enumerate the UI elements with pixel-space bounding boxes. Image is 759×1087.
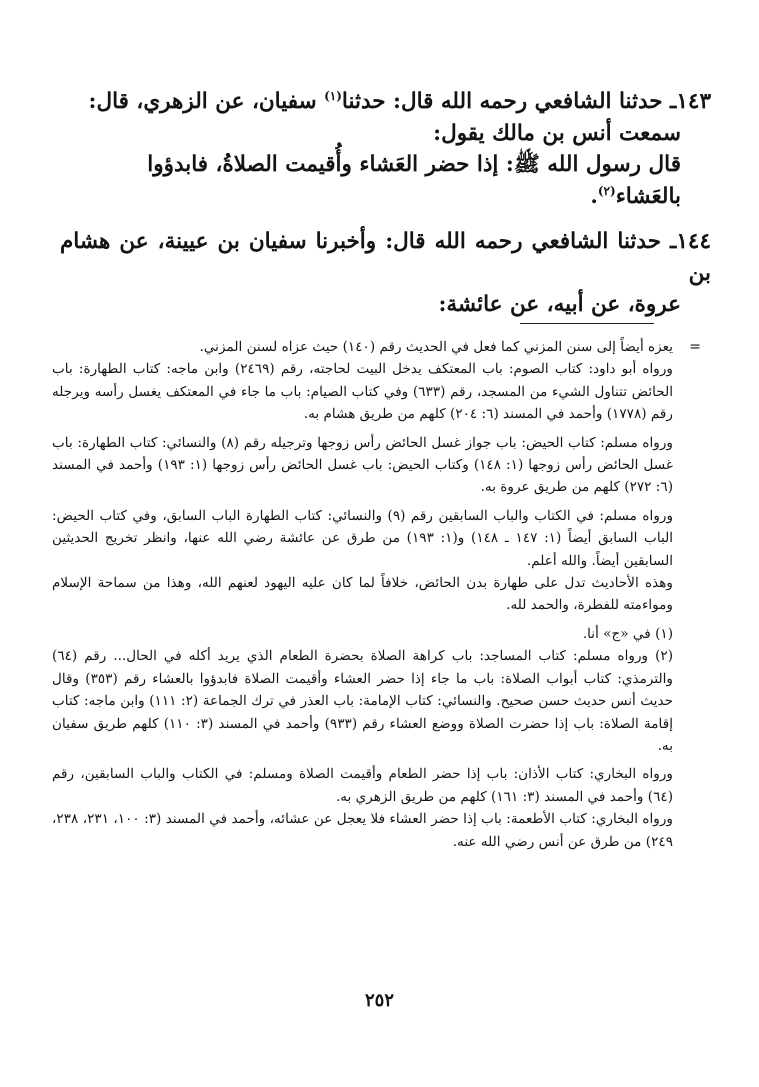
hadith-text: . <box>590 183 598 209</box>
footnotes <box>52 336 701 853</box>
hadith-143-line-1 <box>60 86 711 118</box>
footnote-divider <box>520 323 654 324</box>
footnote-label: (١) <box>655 625 673 642</box>
hadith-143-line-2: سمعت أنس بن مالك يقول: <box>433 120 681 146</box>
hadith-144-line-1 <box>60 226 711 289</box>
hadith-144 <box>60 226 711 321</box>
footnote-paragraph <box>52 623 673 645</box>
footnote-paragraph: ورواه مسلم: في الكتاب والباب السابقين رقم (٩) والنسائي: كتاب الطهارة الباب السابق، وفي كتاب الحيض: الباب السابق أيضاً (١: ١٤٧ ـ ١٤٨) و(١: ١٩٣) من طرق عن عائشة رضي الله عنها، وانظر تخريج الحديثين السابقين أيضاً. والله أعلم. <box>52 507 674 569</box>
hadith-144-line-2: عروة، عن أبيه، عن عائشة: <box>438 292 681 317</box>
hadith-text: ـ حدثنا الشافعي رحمه الله قال: وأخبرنا سفيان بن عيينة، عن هشام بن <box>60 229 711 286</box>
footnote-paragraph: وهذه الأحاديث تدل على طهارة بدن الحائض، خلافاً لما كان عليه اليهود لعنهم الله، وهذا من سماحة الإسلام ومواءمته للفطرة، والحمد لله. <box>52 575 673 614</box>
hadith-text: ـ حدثنا الشافعي رحمه الله قال: حدثنا <box>341 89 677 114</box>
footnote-1 <box>52 623 673 645</box>
footnote-paragraph <box>52 645 673 757</box>
hadith-number: ١٤٤ <box>676 229 711 254</box>
footnote-label: (٢) <box>655 648 673 665</box>
footnote-text: في «ج» أنا. <box>582 625 651 642</box>
hadith-143-line-3: قال رسول الله ﷺ: إذا حضر العَشاء وأُقيمت الصلاةُ، فابدؤوا <box>147 152 681 177</box>
footnote-continuation <box>52 336 701 617</box>
footnote-text: ورواه مسلم: كتاب المساجد: باب كراهة الصلاة بحضرة الطعام الذي يريد أكله في الحال... رقم (٦٤) والترمذي: كتاب أبواب الصلاة: باب ما جاء إذا حضر العشاء وأقيمت الصلاة فابدؤوا بالعشاء رقم (٣٥٣) وقال حديث أنس حديث حسن صحيح. والنسائي: كتاب الإمامة: باب العذر في ترك الجماعة (٢: ١١١) وابن ماجه: كتاب إقامة الصلاة: باب إذا حضرت الصلاة ووضع العشاء رقم (٩٣٣) وأحمد في المسند (٣: ١١٠) كلهم طريق سفيان به. <box>52 648 674 754</box>
footnote-paragraph: يعزه أيضاً إلى سنن المزني كما فعل في الحديث رقم (١٤٠) حيث عزاه لسنن المزني. <box>199 339 673 355</box>
footnote-paragraph: ورواه البخاري: كتاب الأذان: باب إذا حضر الطعام وأقيمت الصلاة ومسلم: في الكتاب والباب السابقين، رقم (٦٤) وأحمد في المسند (٣: ١٦١) كلهم من طريق الزهري به. <box>52 766 673 805</box>
hadith-143 <box>60 86 711 212</box>
hadith-143-line-4 <box>60 181 711 213</box>
footnote-ref: (١) <box>324 88 342 103</box>
footnote-paragraph: ورواه مسلم: كتاب الحيض: باب جواز غسل الحائض رأس زوجها وترجيله رقم (٨) والنسائي: كتاب الطهارة: باب غسل الحائض رأس زوجها (١: ١٤٨) وكتاب الحيض: باب غسل الحائض رأس زوجها (١: ١٩٣) وأحمد في المسند (٦: ٢٧٢) كلهم من طريق عروة به. <box>52 434 673 496</box>
hadith-number: ١٤٣ <box>676 89 711 114</box>
footnote-paragraph: ورواه البخاري: كتاب الأطعمة: باب إذا حضر العشاء فلا يعجل عن عشائه، وأحمد في المسند (٣: ١٠٠، ٢٣١، ٢٣٨، ٢٤٩) من طرق عن أنس رضي الله عنه. <box>52 811 673 850</box>
footnote-2 <box>52 645 673 853</box>
hadith-text: بالعَشاء <box>615 183 681 209</box>
continuation-marker: = <box>689 339 701 355</box>
footnote-paragraph: ورواه أبو داود: كتاب الصوم: باب المعتكف يدخل البيت لحاجته، رقم (٢٤٦٩) وابن ماجه: كتاب الطهارة: باب الحائض تتناول الشيء من المسجد، رقم (٦٣٣) وفي كتاب الصيام: باب ما جاء في المعتكف يغسل رأسه ويرجله رقم (١٧٧٨) وأحمد في المسند (٦: ٢٠٤) كلهم من طريق هشام به. <box>52 361 673 423</box>
footnote-ref: (٢) <box>597 183 616 198</box>
hadith-text: سفيان، عن الزهري، قال: <box>88 89 325 114</box>
page-number: ٢٥٢ <box>364 990 394 1011</box>
